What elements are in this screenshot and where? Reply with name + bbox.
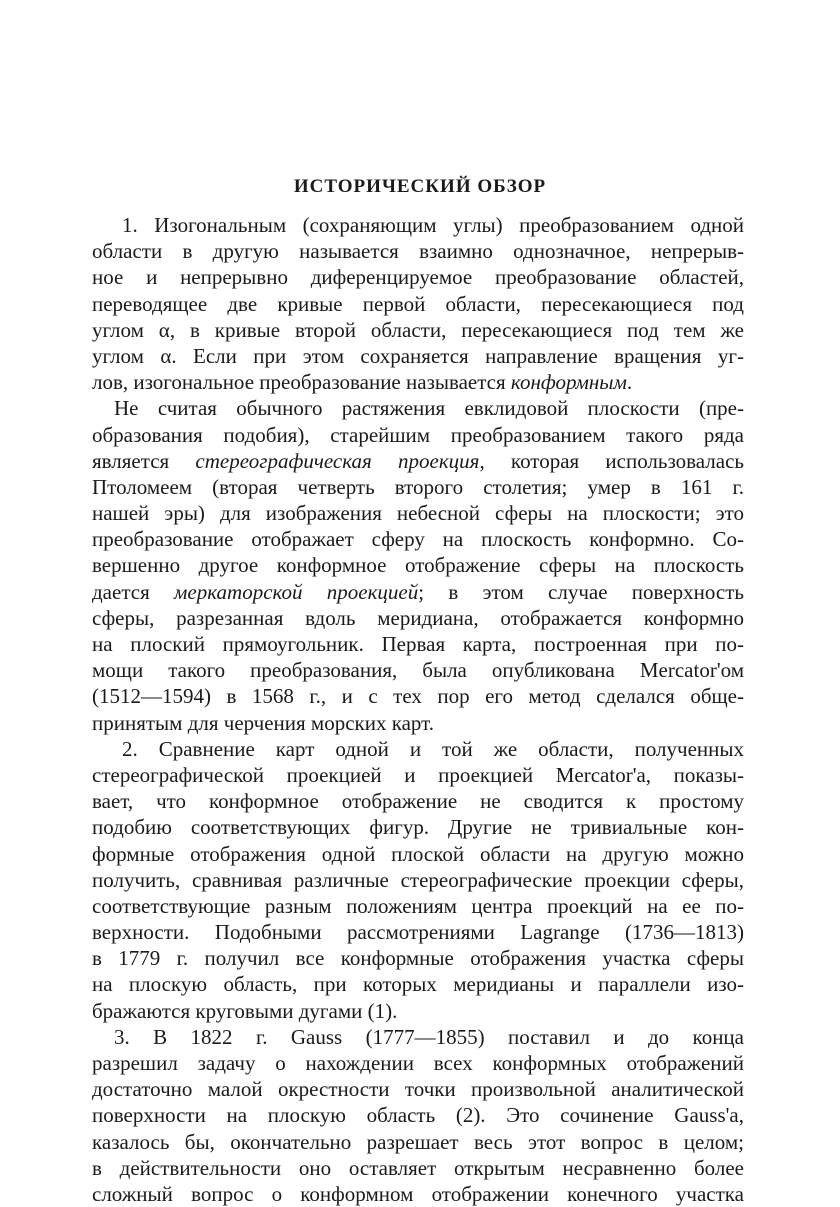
text-line: вершенно другое конформное отображение сферы на плоскость <box>92 553 744 578</box>
text-line: 2. Сравнение карт одной и той же области, полученных <box>122 736 744 761</box>
text-line: области в другую называется взаимно однозначное, непрерыв- <box>92 239 744 264</box>
text-line: соответствующие разным положениям центра проекций на ее по- <box>92 893 744 918</box>
text-line: получить, сравнивая различные стереографические проекции сферы, <box>92 867 744 892</box>
text-line: формные отображения одной плоской области на другую можно <box>92 841 744 866</box>
text-line: на плоскую область, при которых меридианы и параллели изо- <box>92 972 744 997</box>
text-line: Не считая обычного растяжения евклидовой плоскости (пре- <box>114 396 744 421</box>
text-line: в 1779 г. получил все конформные отображения участка сферы <box>92 946 744 971</box>
text-line: поверхности на плоскую область (2). Это сочинение Gauss'а, <box>92 1103 744 1128</box>
text-line: стереографической проекцией и проекцией Mercator'а, показы- <box>92 762 744 787</box>
text-line: Птоломеем (вторая четверть второго столетия; умер в 161 г. <box>92 474 744 499</box>
text-line: дается меркаторской проекцией; в этом случае поверхность <box>92 579 744 604</box>
text-line: верхности. Подобными рассмотрениями Lagrange (1736—1813) <box>92 920 744 945</box>
text-line: достаточно малой окрестности точки произвольной аналитической <box>92 1077 744 1102</box>
text-line: сферы, разрезанная вдоль меридиана, отображается конформно <box>92 605 744 630</box>
text-line: является стереографическая проекция, которая использовалась <box>92 448 744 473</box>
text-line: вает, что конформное отображение не сводится к простому <box>92 789 744 814</box>
text-line: образования подобия), старейшим преобразованием такого ряда <box>92 422 744 447</box>
text-line: (1512—1594) в 1568 г., и с тех пор его метод сделался обще- <box>92 684 744 709</box>
text-line: бражаются круговыми дугами (1). <box>92 998 398 1023</box>
page-title: ИСТОРИЧЕСКИЙ ОБЗОР <box>293 176 547 197</box>
text-line: подобию соответствующих фигур. Другие не тривиальные кон- <box>92 815 744 840</box>
text-line: 1. Изогональным (сохраняющим углы) преобразованием одной <box>122 213 744 237</box>
text-line: углом α. Если при этом сохраняется направление вращения уг- <box>92 343 744 368</box>
text-line: казалось бы, окончательно разрешает весь этот вопрос в целом; <box>92 1129 744 1154</box>
text-line: в действительности оно оставляет открытым несравненно более <box>92 1155 744 1180</box>
body-text <box>92 212 744 1207</box>
text-line: 3. В 1822 г. Gauss (1777—1855) поставил и до конца <box>114 1024 744 1049</box>
text-line: лов, изогональное преобразование называется конформным. <box>92 370 633 395</box>
text-line: сложный вопрос о конформном отображении конечного участка <box>92 1181 744 1206</box>
text-line: разрешил задачу о нахождении всех конформных отображений <box>92 1051 744 1075</box>
text-line: нашей эры) для изображения небесной сферы на плоскости; это <box>92 501 744 526</box>
text-line: мощи такого преобразования, была опубликована Mercator'ом <box>92 658 744 683</box>
text-line: переводящее две кривые первой области, пересекающиеся под <box>92 291 744 316</box>
text-line: принятым для черчения морских карт. <box>92 710 434 735</box>
text-line: преобразование отображает сферу на плоскость конформно. Со- <box>92 527 744 552</box>
text-line: углом α, в кривые второй области, пересекающиеся под тем же <box>92 317 744 342</box>
text-line: ное и непрерывно диференцируемое преобразование областей, <box>92 265 744 290</box>
text-line: на плоский прямоугольник. Первая карта, построенная при по- <box>92 632 744 656</box>
